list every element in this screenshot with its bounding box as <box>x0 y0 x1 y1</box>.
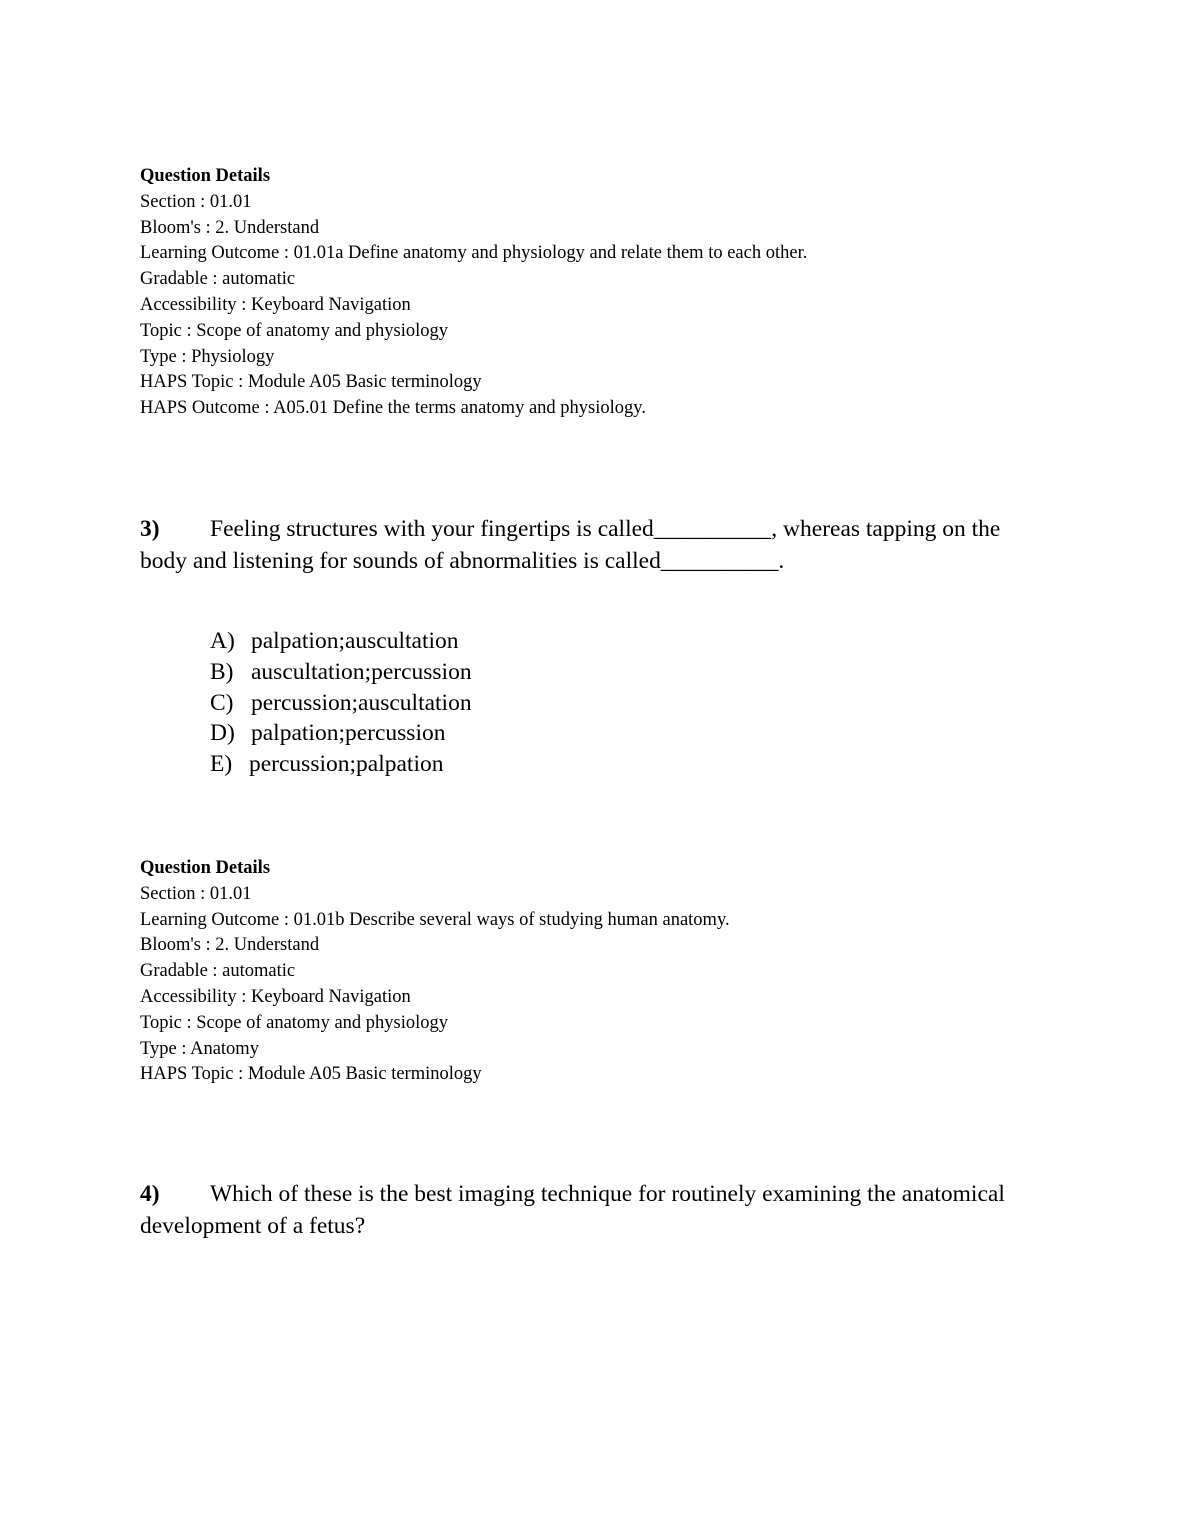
detail-line: HAPS Topic : Module A05 Basic terminology <box>140 372 482 393</box>
option-letter: D) <box>210 720 235 747</box>
detail-line: Learning Outcome : 01.01a Define anatomy and physiology and relate them to each other. <box>140 243 808 264</box>
detail-line: Type : Anatomy <box>140 1038 259 1059</box>
question-number: 3) <box>140 516 160 542</box>
option-text: percussion;auscultation <box>251 689 472 716</box>
option-letter: B) <box>210 658 234 685</box>
detail-line: Accessibility : Keyboard Navigation <box>140 986 411 1007</box>
detail-line: Bloom's : 2. Understand <box>140 217 320 238</box>
answer-options <box>210 626 472 780</box>
option-a <box>210 626 472 657</box>
detail-line: Topic : Scope of anatomy and physiology <box>140 320 449 341</box>
question-details-1 <box>140 164 807 422</box>
detail-line: Learning Outcome : 01.01b Describe several ways of studying human anatomy. <box>140 909 730 930</box>
detail-line: HAPS Outcome : A05.01 Define the terms anatomy and physiology. <box>140 398 646 419</box>
detail-line: Gradable : automatic <box>140 269 296 290</box>
option-d <box>210 718 472 749</box>
option-text: palpation;auscultation <box>251 628 459 654</box>
detail-line: Accessibility : Keyboard Navigation <box>140 294 411 315</box>
question-details-2 <box>140 856 730 1088</box>
question-4 <box>140 1179 1020 1242</box>
question-3 <box>140 514 1020 577</box>
question-number: 4) <box>140 1181 160 1207</box>
option-c <box>210 688 472 719</box>
detail-line: Bloom's : 2. Understand <box>140 935 320 956</box>
option-text: percussion;palpation <box>249 751 444 778</box>
option-e <box>210 749 472 780</box>
option-text: palpation;percussion <box>251 720 446 747</box>
detail-line: HAPS Topic : Module A05 Basic terminology <box>140 1064 482 1085</box>
detail-line: Gradable : automatic <box>140 961 296 982</box>
details-heading: Question Details <box>140 166 271 186</box>
detail-line: Topic : Scope of anatomy and physiology <box>140 1012 449 1033</box>
option-letter: A) <box>210 628 235 654</box>
detail-line: Section : 01.01 <box>140 883 252 904</box>
option-text: auscultation;percussion <box>251 658 472 685</box>
option-letter: E) <box>210 751 233 778</box>
question-text: Feeling structures with your fingertips is called__________, whereas tapping on the body and listening for sounds of abnormalities is called__________. <box>140 516 1001 574</box>
detail-line: Section : 01.01 <box>140 191 252 212</box>
question-text: Which of these is the best imaging technique for routinely examining the anatomical development of a fetus? <box>140 1181 1005 1239</box>
details-heading: Question Details <box>140 858 271 878</box>
detail-line: Type : Physiology <box>140 346 275 367</box>
option-letter: C) <box>210 689 234 716</box>
option-b <box>210 657 472 688</box>
